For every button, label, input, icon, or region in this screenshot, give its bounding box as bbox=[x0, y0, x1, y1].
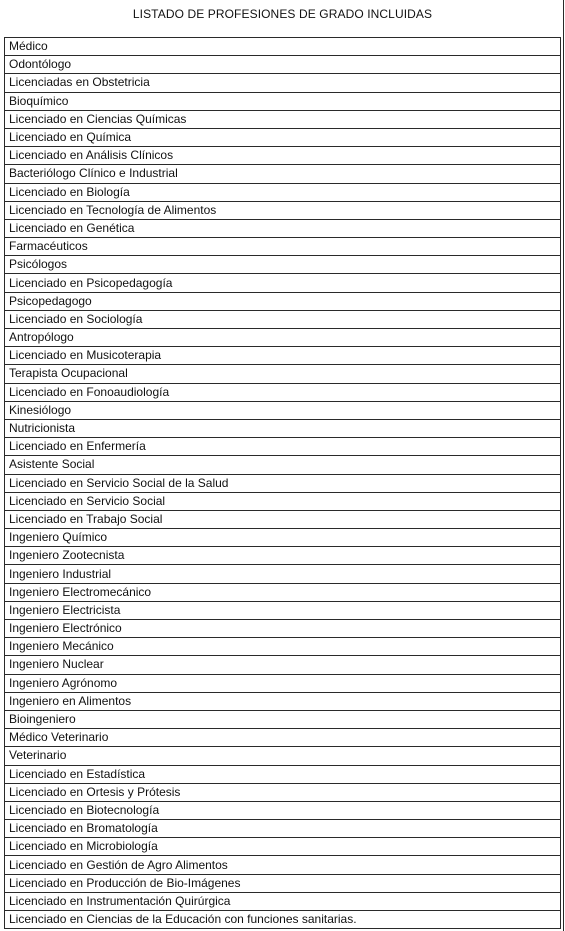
table-row bbox=[5, 656, 561, 674]
profession-cell: Licenciado en Enfermería bbox=[5, 438, 561, 456]
profession-cell: Asistente Social bbox=[5, 456, 561, 474]
table-row bbox=[5, 783, 561, 801]
profession-cell: Licenciado en Servicio Social de la Salud bbox=[5, 474, 561, 492]
profession-cell: Licenciado en Ortesis y Prótesis bbox=[5, 783, 561, 801]
table-row bbox=[5, 419, 561, 437]
profession-cell: Psicopedagogo bbox=[5, 292, 561, 310]
profession-cell: Ingeniero en Alimentos bbox=[5, 692, 561, 710]
profession-cell: Licenciado en Trabajo Social bbox=[5, 510, 561, 528]
professions-table-body bbox=[5, 38, 561, 929]
profession-cell: Antropólogo bbox=[5, 329, 561, 347]
document-title: LISTADO DE PROFESIONES DE GRADO INCLUIDAS bbox=[132, 7, 433, 21]
profession-cell: Ingeniero Zootecnista bbox=[5, 547, 561, 565]
table-row bbox=[5, 147, 561, 165]
table-row bbox=[5, 329, 561, 347]
table-row bbox=[5, 456, 561, 474]
profession-cell: Licenciado en Microbiología bbox=[5, 838, 561, 856]
profession-cell: Licenciado en Instrumentación Quirúrgica bbox=[5, 892, 561, 910]
profession-cell: Licenciado en Psicopedagogía bbox=[5, 274, 561, 292]
profession-cell: Licenciado en Genética bbox=[5, 219, 561, 237]
table-row bbox=[5, 347, 561, 365]
profession-cell: Ingeniero Químico bbox=[5, 529, 561, 547]
profession-cell: Licenciadas en Obstetricia bbox=[5, 74, 561, 92]
profession-cell: Terapista Ocupacional bbox=[5, 365, 561, 383]
profession-cell: Licenciado en Ciencias Químicas bbox=[5, 110, 561, 128]
table-row bbox=[5, 219, 561, 237]
table-row bbox=[5, 383, 561, 401]
table-row bbox=[5, 874, 561, 892]
profession-cell: Licenciado en Química bbox=[5, 128, 561, 146]
profession-cell: Bioingeniero bbox=[5, 710, 561, 728]
profession-cell: Licenciado en Producción de Bio-Imágenes bbox=[5, 874, 561, 892]
table-row bbox=[5, 274, 561, 292]
profession-cell: Ingeniero Electricista bbox=[5, 601, 561, 619]
profession-cell: Licenciado en Sociología bbox=[5, 310, 561, 328]
profession-cell: Licenciado en Musicoterapia bbox=[5, 347, 561, 365]
profession-cell: Licenciado en Fonoaudiología bbox=[5, 383, 561, 401]
table-row bbox=[5, 256, 561, 274]
table-row bbox=[5, 565, 561, 583]
table-row bbox=[5, 820, 561, 838]
profession-cell: Bioquímico bbox=[5, 92, 561, 110]
table-row bbox=[5, 747, 561, 765]
profession-cell: Médico Veterinario bbox=[5, 729, 561, 747]
table-row bbox=[5, 492, 561, 510]
profession-cell: Médico bbox=[5, 38, 561, 56]
table-row bbox=[5, 365, 561, 383]
profession-cell: Licenciado en Biología bbox=[5, 183, 561, 201]
table-row bbox=[5, 892, 561, 910]
table-row bbox=[5, 38, 561, 56]
profession-cell: Ingeniero Industrial bbox=[5, 565, 561, 583]
table-row bbox=[5, 674, 561, 692]
table-row bbox=[5, 238, 561, 256]
table-row bbox=[5, 201, 561, 219]
table-row bbox=[5, 529, 561, 547]
profession-cell: Licenciado en Tecnología de Alimentos bbox=[5, 201, 561, 219]
profession-cell: Ingeniero Electromecánico bbox=[5, 583, 561, 601]
table-row bbox=[5, 801, 561, 819]
table-row bbox=[5, 128, 561, 146]
profession-cell: Licenciado en Ciencias de la Educación con funciones sanitarias. bbox=[5, 911, 561, 929]
profession-cell: Licenciado en Análisis Clínicos bbox=[5, 147, 561, 165]
table-row bbox=[5, 474, 561, 492]
table-row bbox=[5, 710, 561, 728]
table-row bbox=[5, 856, 561, 874]
profession-cell: Ingeniero Mecánico bbox=[5, 638, 561, 656]
table-row bbox=[5, 438, 561, 456]
profession-cell: Licenciado en Estadística bbox=[5, 765, 561, 783]
profession-cell: Kinesiólogo bbox=[5, 401, 561, 419]
profession-cell: Licenciado en Gestión de Agro Alimentos bbox=[5, 856, 561, 874]
table-row bbox=[5, 601, 561, 619]
profession-cell: Farmacéuticos bbox=[5, 238, 561, 256]
table-row bbox=[5, 765, 561, 783]
table-row bbox=[5, 92, 561, 110]
table-row bbox=[5, 547, 561, 565]
table-row bbox=[5, 911, 561, 929]
profession-cell: Ingeniero Agrónomo bbox=[5, 674, 561, 692]
table-row bbox=[5, 292, 561, 310]
table-row bbox=[5, 583, 561, 601]
table-row bbox=[5, 56, 561, 74]
profession-cell: Ingeniero Nuclear bbox=[5, 656, 561, 674]
profession-cell: Bacteriólogo Clínico e Industrial bbox=[5, 165, 561, 183]
table-row bbox=[5, 638, 561, 656]
table-row bbox=[5, 692, 561, 710]
profession-cell: Psicólogos bbox=[5, 256, 561, 274]
table-row bbox=[5, 183, 561, 201]
table-row bbox=[5, 110, 561, 128]
table-row bbox=[5, 310, 561, 328]
table-row bbox=[5, 401, 561, 419]
table-row bbox=[5, 838, 561, 856]
profession-cell: Veterinario bbox=[5, 747, 561, 765]
table-row bbox=[5, 510, 561, 528]
profession-cell: Nutricionista bbox=[5, 419, 561, 437]
table-row bbox=[5, 165, 561, 183]
profession-cell: Ingeniero Electrónico bbox=[5, 620, 561, 638]
professions-table bbox=[4, 37, 561, 929]
profession-cell: Licenciado en Bromatología bbox=[5, 820, 561, 838]
profession-cell: Licenciado en Biotecnología bbox=[5, 801, 561, 819]
profession-cell: Odontólogo bbox=[5, 56, 561, 74]
table-row bbox=[5, 620, 561, 638]
profession-cell: Licenciado en Servicio Social bbox=[5, 492, 561, 510]
table-row bbox=[5, 74, 561, 92]
table-row bbox=[5, 729, 561, 747]
